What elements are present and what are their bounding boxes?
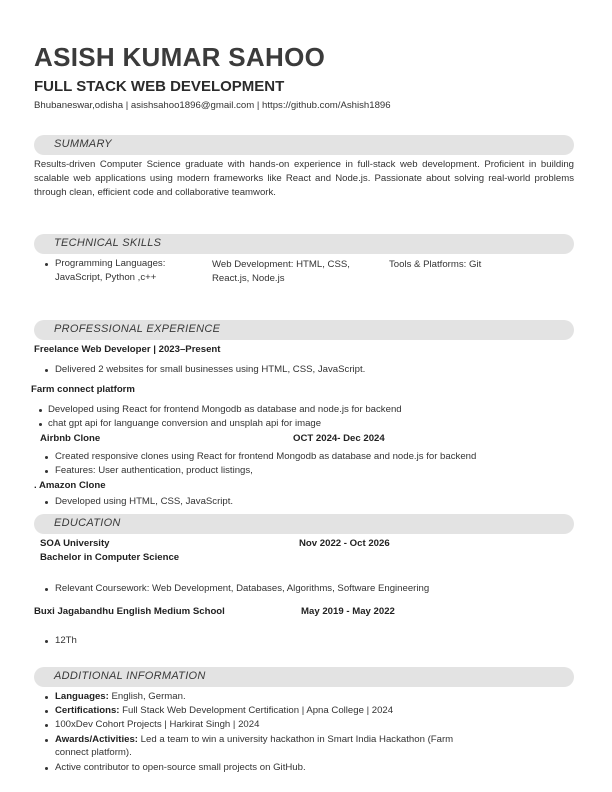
airbnb-date: OCT 2024- Dec 2024 — [293, 433, 385, 444]
bullet — [45, 501, 48, 504]
school-bullet-1: 12Th — [55, 635, 77, 646]
languages-value: English, German. — [108, 691, 186, 702]
bullet — [39, 409, 42, 412]
amazon-bullet-1: Developed using HTML, CSS, JavaScript. — [55, 496, 234, 507]
additional-heading: ADDITIONAL INFORMATION — [54, 670, 206, 682]
candidate-title: FULL STACK WEB DEVELOPMENT — [34, 78, 285, 95]
bullet — [45, 739, 48, 742]
cohort-line: 100xDev Cohort Projects | Harkirat Singh | 2024 — [55, 719, 260, 730]
soa-date: Nov 2022 - Oct 2026 — [299, 538, 390, 549]
freelance-bullet-1: Delivered 2 websites for small businesses using HTML, CSS, JavaScript. — [55, 364, 366, 375]
languages-line — [55, 690, 186, 704]
bullet — [45, 696, 48, 699]
skills-languages-label: Programming Languages: — [55, 258, 166, 269]
skills-languages-value: JavaScript, Python ,c++ — [55, 272, 157, 283]
bullet — [45, 470, 48, 473]
summary-heading-band — [34, 135, 574, 155]
bullet — [45, 640, 48, 643]
contact-line: Bhubaneswar,odisha | asishsahoo1896@gmail.com | https://github.com/Ashish1896 — [34, 100, 391, 111]
languages-label: Languages: — [55, 691, 109, 702]
summary-heading: SUMMARY — [54, 138, 112, 150]
farm-title: Farm connect platform — [31, 384, 135, 395]
education-heading-band — [34, 514, 574, 534]
certifications-label: Certifications: — [55, 705, 120, 716]
skills-heading-band — [34, 234, 574, 254]
freelance-title: Freelance Web Developer | 2023–Present — [34, 344, 221, 355]
skills-web-line1: Web Development: HTML, CSS, — [212, 259, 350, 270]
airbnb-bullet-1: Created responsive clones using React for frontend Mongodb as database and node.js for backend — [55, 451, 477, 462]
farm-bullet-1: Developed using React for frontend Mongodb as database and node.js for backend — [48, 404, 402, 415]
school-name: Buxi Jagabandhu English Medium School — [34, 606, 225, 617]
bullet — [45, 456, 48, 459]
amazon-title: . Amazon Clone — [34, 480, 106, 491]
bullet — [45, 767, 48, 770]
airbnb-bullet-2: Features: User authentication, product listings, — [55, 465, 253, 476]
soa-bullet-1: Relevant Coursework: Web Development, Databases, Algorithms, Software Engineering — [55, 583, 430, 594]
farm-bullet-2: chat gpt api for languange conversion and unsplah api for image — [48, 418, 322, 429]
skills-tools: Tools & Platforms: Git — [389, 259, 482, 270]
awards-value: Led a team to win a university hackathon in Smart India Hackathon (Farm — [138, 734, 454, 745]
awards-line — [55, 733, 453, 747]
additional-heading-band — [34, 667, 574, 687]
bullet — [45, 724, 48, 727]
airbnb-title: Airbnb Clone — [40, 433, 101, 444]
certifications-value: Full Stack Web Development Certification | Apna College | 2024 — [119, 705, 394, 716]
certifications-line — [55, 704, 393, 718]
skills-web-line2: React.js, Node.js — [212, 273, 285, 284]
bullet — [45, 710, 48, 713]
soa-degree: Bachelor in Computer Science — [40, 552, 180, 563]
summary-text: Results-driven Computer Science graduate with hands-on experience in full-stack web development. Proficient in building scalable web applications using modern frameworks like React and Node.js. Passionate about solving real-world problems through clean, efficient code and collaborative teamwork. — [34, 159, 574, 198]
experience-heading-band — [34, 320, 574, 340]
education-heading: EDUCATION — [54, 517, 121, 529]
awards-label: Awards/Activities: — [55, 734, 138, 745]
soa-name: SOA University — [40, 538, 110, 549]
opensource-line: Active contributor to open-source small projects on GitHub. — [55, 762, 306, 773]
school-date: May 2019 - May 2022 — [301, 606, 395, 617]
candidate-name: ASISH KUMAR SAHOO — [34, 42, 326, 72]
skills-heading: TECHNICAL SKILLS — [54, 237, 162, 249]
bullet — [45, 588, 48, 591]
bullet — [45, 263, 48, 266]
experience-heading: PROFESSIONAL EXPERIENCE — [54, 323, 221, 335]
bullet — [39, 423, 42, 426]
bullet — [45, 369, 48, 372]
awards-continuation: connect platform). — [55, 747, 132, 758]
